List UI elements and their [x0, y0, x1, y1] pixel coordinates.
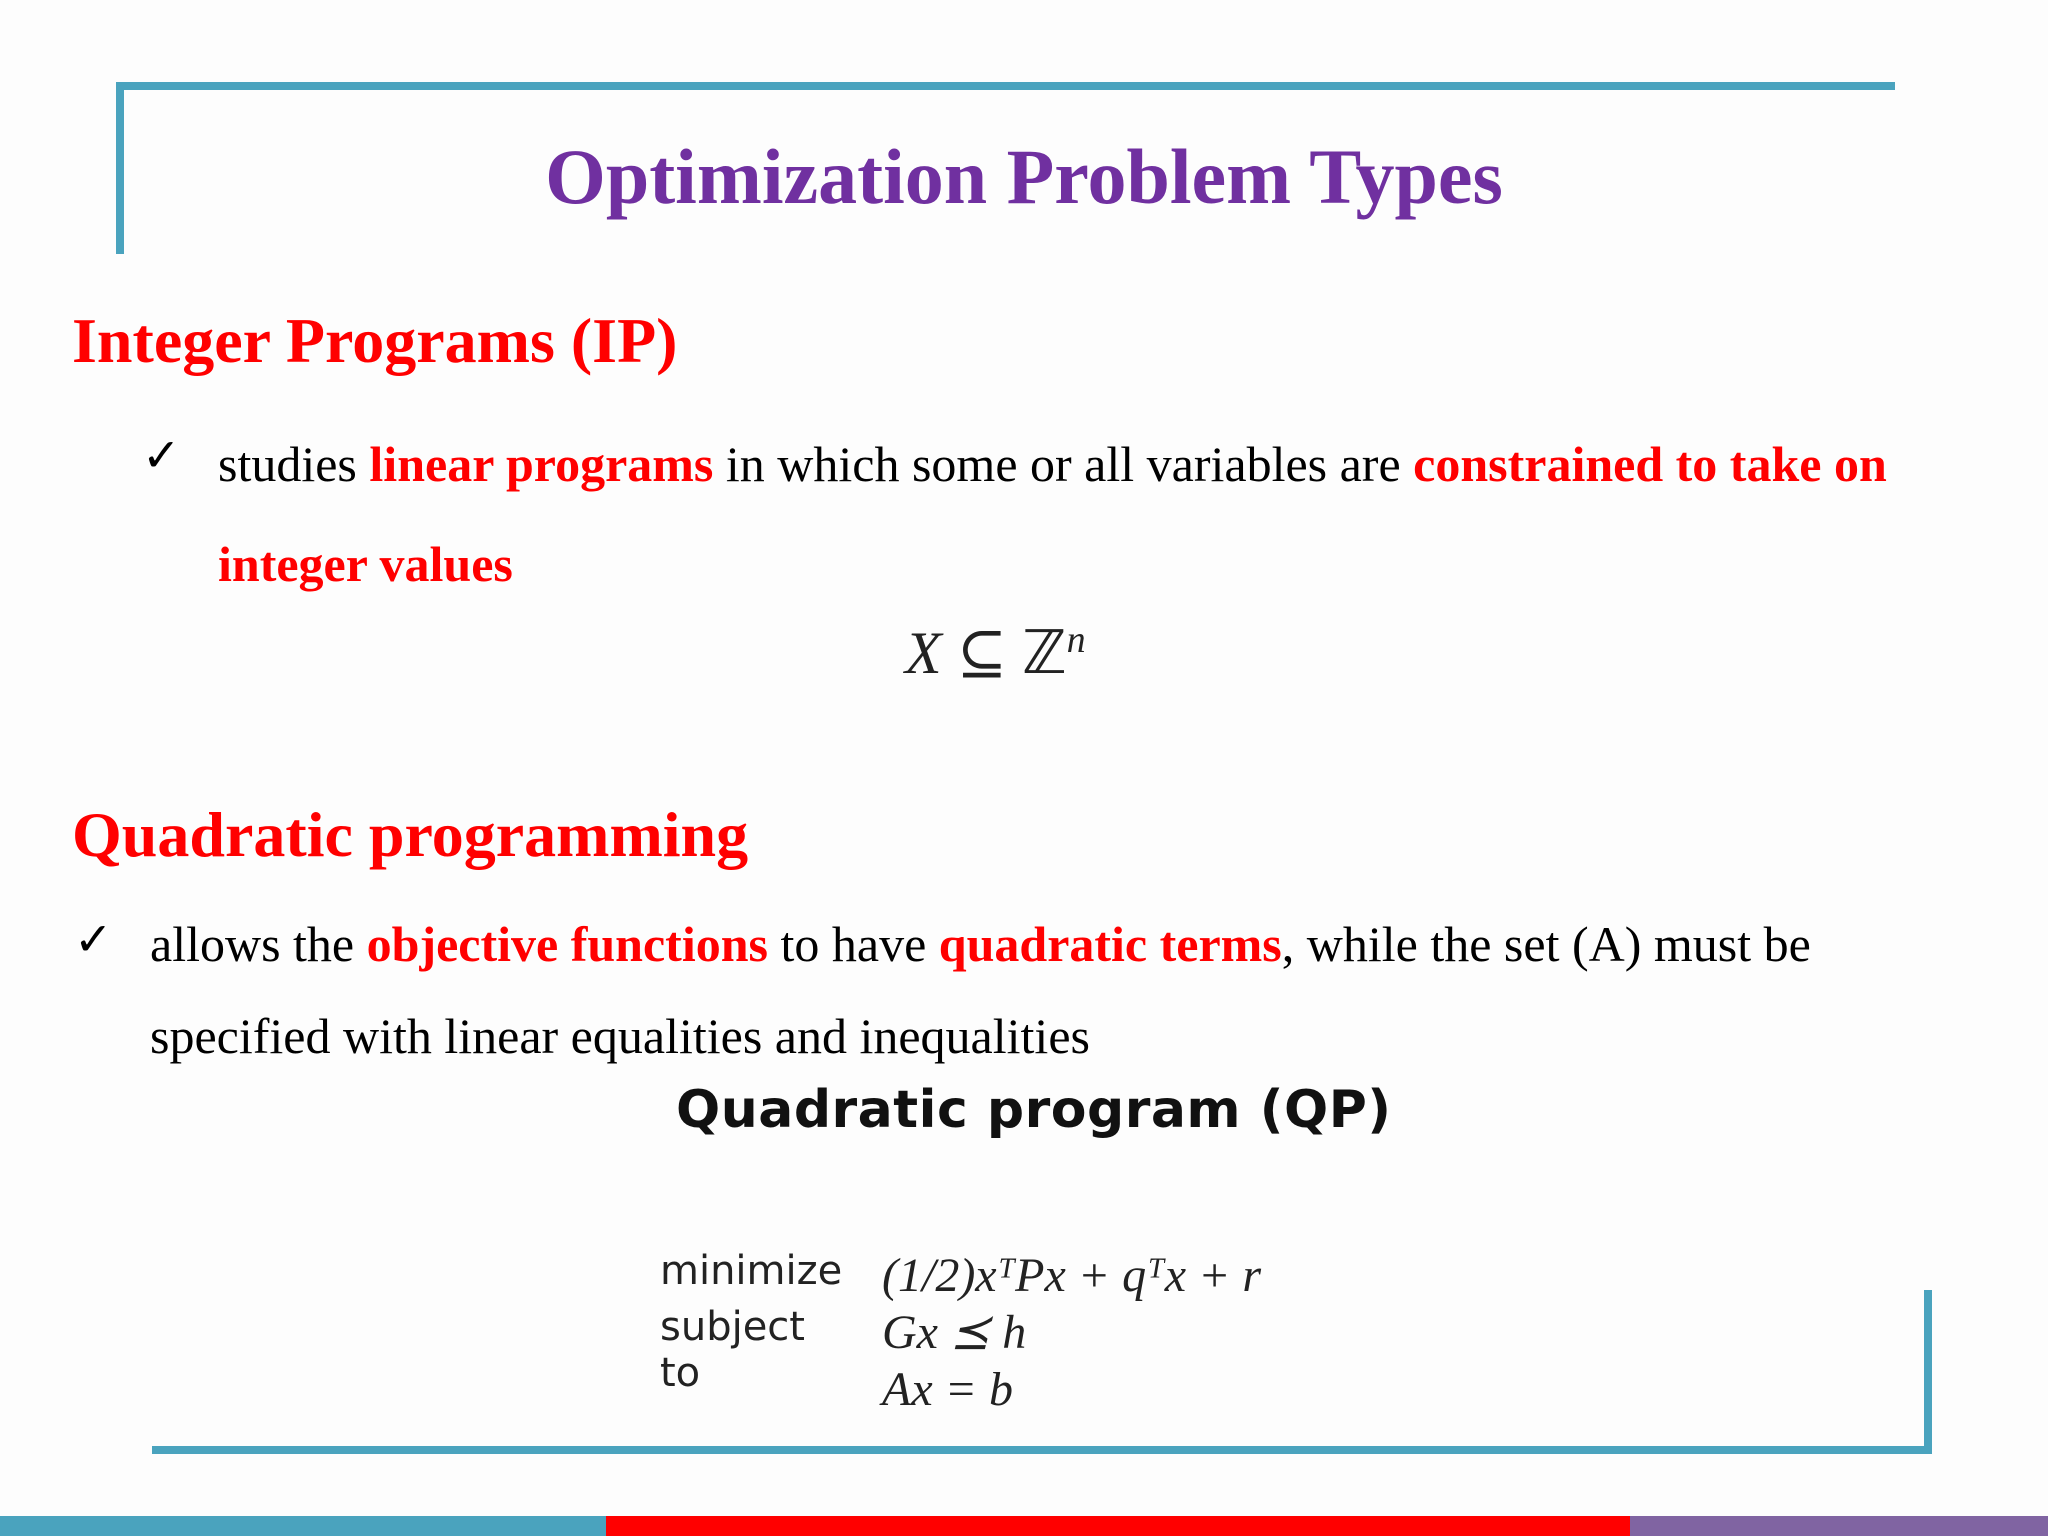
qp-heading: Quadratic programming [72, 799, 749, 870]
slide-title: Optimization Problem Types [545, 133, 1503, 220]
qp-row-label: minimize [660, 1248, 843, 1294]
ip-bullet-text: studies linear programs in which some or all variables are constrained to take on integer values [218, 436, 1887, 592]
footer-bar-red [606, 1516, 1630, 1536]
frame-bottom-line [152, 1446, 1932, 1454]
checkmark-icon: ✓ [142, 428, 181, 482]
footer-bar-blue [0, 1516, 606, 1536]
ip-formula: X ⊆ ℤ$^n$ [905, 618, 1086, 688]
qp-row-expression: (1/2)xᵀPx + qᵀx + r [882, 1249, 1262, 1302]
qp-row-expression: Gx ⪯ h [882, 1306, 1027, 1359]
qp-box-title: Quadratic program (QP) [676, 1080, 1392, 1140]
ip-heading: Integer Programs (IP) [72, 305, 678, 376]
qp-row-label: subject to [660, 1304, 805, 1396]
qp-row-expression: Ax = b [882, 1363, 1014, 1416]
qp-bullet-text: allows the objective functions to have quadratic terms, while the set (A) must be specified with linear equalities and inequalities [150, 916, 1811, 1064]
footer-bar-purple [1630, 1516, 2048, 1536]
frame-top-line [118, 82, 1895, 90]
frame-right-line [1924, 1290, 1932, 1454]
checkmark-icon: ✓ [74, 912, 113, 966]
